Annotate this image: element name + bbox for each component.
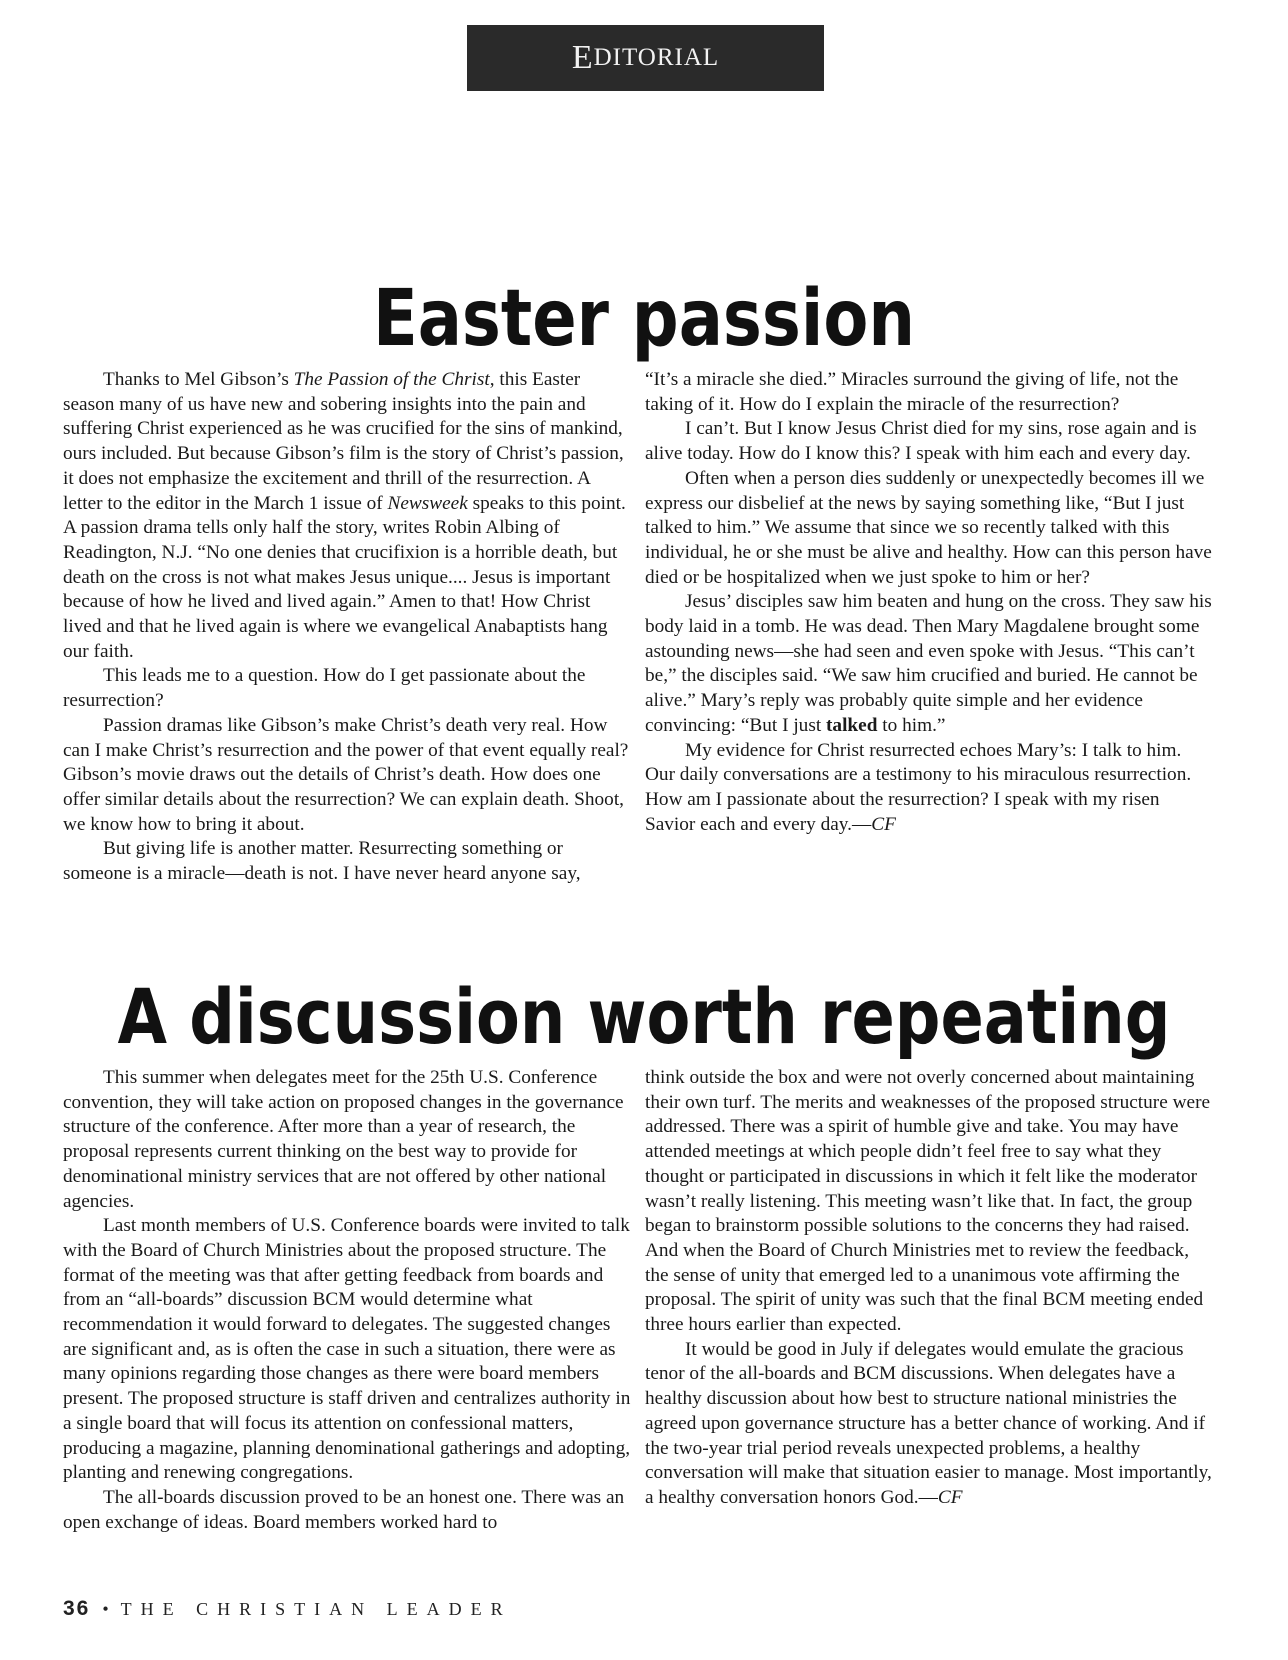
- paragraph: [63, 1486, 631, 1535]
- text-run: Passion dramas like Gibson’s make Christ’s death very real. How can I make Christ’s resurrection and the power of that event equally real? Gibson’s movie draws out the details of Christ’s death. How does one offer similar details about the resurrection? We can explain death. Shoot, we know how to bring it about.: [63, 714, 629, 835]
- italic-text: CF: [937, 1486, 963, 1508]
- section-banner: [467, 25, 824, 91]
- bold-text: talked: [826, 714, 878, 736]
- article2-headline: A discussion worth repeating: [117, 972, 1171, 1061]
- text-run: Often when a person dies suddenly or unexpectedly becomes ill we express our disbelief at the news by saying something like, “But I just talked to him.” We assume that since we so recently talked with this individual, he or she must be alive and healthy. How can this person have died or be hospitalized when we just spoke to him or her?: [645, 467, 1212, 588]
- section-banner-label: DITORIAL: [593, 44, 720, 71]
- text-run: to him.”: [877, 714, 946, 736]
- text-run: Jesus’ disciples saw him beaten and hung on the cross. They saw his body laid in a tomb. He was dead. Then Mary Magdalene brought some astounding news—she had seen and even spoke with Jesus. “This can’t be,” the disciples said. “We saw him crucified and buried. He cannot be alive.” Mary’s reply was probably quite simple and her evidence convincing: “But I just: [645, 591, 1212, 736]
- article2-column-2: [645, 1066, 1213, 1511]
- page-footer: [63, 1597, 512, 1621]
- text-run: The all-boards discussion proved to be an honest one. There was an open exchange of ideas. Board members worked hard to: [63, 1486, 625, 1533]
- text-run: , this Easter season many of us have new and sobering insights into the pain and suffering Christ experienced as he was crucified for the sins of mankind, ours included. But because Gibson’s film is the story of Christ’s passion, it does not emphasize the excitement and thrill of the resurrection. A letter to the editor in the March 1 issue of: [63, 369, 624, 514]
- paragraph: [645, 368, 1213, 417]
- paragraph: [645, 590, 1213, 738]
- paragraph: [645, 417, 1213, 466]
- article1-headline: Easter passion: [372, 274, 916, 364]
- italic-text: CF: [871, 813, 896, 835]
- text-run: This summer when delegates meet for the 25th U.S. Conference convention, they will take action on proposed changes in the governance structure of the conference. After more than a year of research, the proposal represents current thinking on the best way to provide for denominational ministry services that are not offered by other national agencies.: [63, 1067, 624, 1212]
- page-number: 36: [63, 1597, 91, 1620]
- text-run: Last month members of U.S. Conference boards were invited to talk with the Board of Church Ministries about the proposed structure. The format of the meeting was that after getting feedback from boards and from an “all-boards” discussion BCM would determine what recommendation it would forward to delegates. The suggested changes are significant and, as is often the case in such a situation, there were as many opinions regarding those changes as there were board members present. The proposed structure is staff driven and centralizes authority in a single board that will focus its attention on confessional matters, producing a magazine, planning denominational gatherings and adopting, planting and renewing congregations.: [63, 1215, 631, 1484]
- section-banner-initial: E: [571, 39, 594, 76]
- paragraph: [63, 1066, 631, 1214]
- text-run: think outside the box and were not overly concerned about maintaining their own turf. The merits and weaknesses of the proposed structure were addressed. There was a spirit of humble give and take. You may have attended meetings at which people didn’t feel free to say what they thought or participated in discussions in which it felt like the moderator wasn’t really listening. This meeting wasn’t like that. In fact, the group began to brainstorm possible solutions to the concerns they had raised. And when the Board of Church Ministries met to review the feedback, the sense of unity that emerged led to a unanimous vote affirming the proposal. The spirit of unity was such that the final BCM meeting ended three hours earlier than expected.: [645, 1067, 1211, 1336]
- footer-bullet: •: [102, 1599, 109, 1619]
- article1-column-2: [645, 368, 1213, 837]
- paragraph: [645, 467, 1213, 591]
- text-run: This leads me to a question. How do I get passionate about the resurrection?: [63, 665, 586, 712]
- text-run: “It’s a miracle she died.” Miracles surround the giving of life, not the taking of it. How do I explain the miracle of the resurrection?: [645, 369, 1179, 415]
- paragraph: [645, 1338, 1213, 1511]
- article2-column-1: [63, 1066, 631, 1535]
- paragraph: [63, 368, 631, 664]
- paragraph: [645, 1066, 1213, 1338]
- text-run: My evidence for Christ resurrected echoes Mary’s: I talk to him. Our daily conversations are a testimony to his miraculous resurrection. How am I passionate about the resurrection? I speak with my risen Savior each and every day.—: [645, 739, 1192, 835]
- text-run: I can’t. But I know Jesus Christ died for my sins, rose again and is alive today. How do I know this? I speak with him each and every day.: [645, 418, 1197, 465]
- text-run: Thanks to Mel Gibson’s: [103, 369, 294, 390]
- article1-column-1: [63, 368, 631, 887]
- publication-name: THE CHRISTIAN LEADER: [120, 1599, 512, 1619]
- paragraph: [63, 1214, 631, 1486]
- paragraph: [645, 739, 1213, 838]
- text-run: speaks to this point. A passion drama tells only half the story, writes Robin Albing of Readington, N.J. “No one denies that crucifixion is a horrible death, but death on the cross is not what makes Jesus unique.... Jesus is important because of how he lived and lived again.” Amen to that! How Christ lived and that he lived again is where we evangelical Anabaptists hang our faith.: [63, 492, 626, 662]
- text-run: It would be good in July if delegates would emulate the gracious tenor of the all-boards and BCM discussions. When delegates have a healthy discussion about how best to structure national ministries the agreed upon governance structure has a better chance of working. And if the two-year trial period reveals unexpected problems, a healthy conversation will make that situation easier to manage. Most importantly, a healthy conversation honors God.—: [645, 1338, 1212, 1508]
- italic-text: Newsweek: [387, 492, 468, 514]
- paragraph: [63, 664, 631, 713]
- italic-text: The Passion of the Christ: [293, 369, 490, 390]
- paragraph: [63, 837, 631, 886]
- text-run: But giving life is another matter. Resurrecting something or someone is a miracle—death is not. I have never heard anyone say,: [63, 838, 581, 885]
- paragraph: [63, 714, 631, 838]
